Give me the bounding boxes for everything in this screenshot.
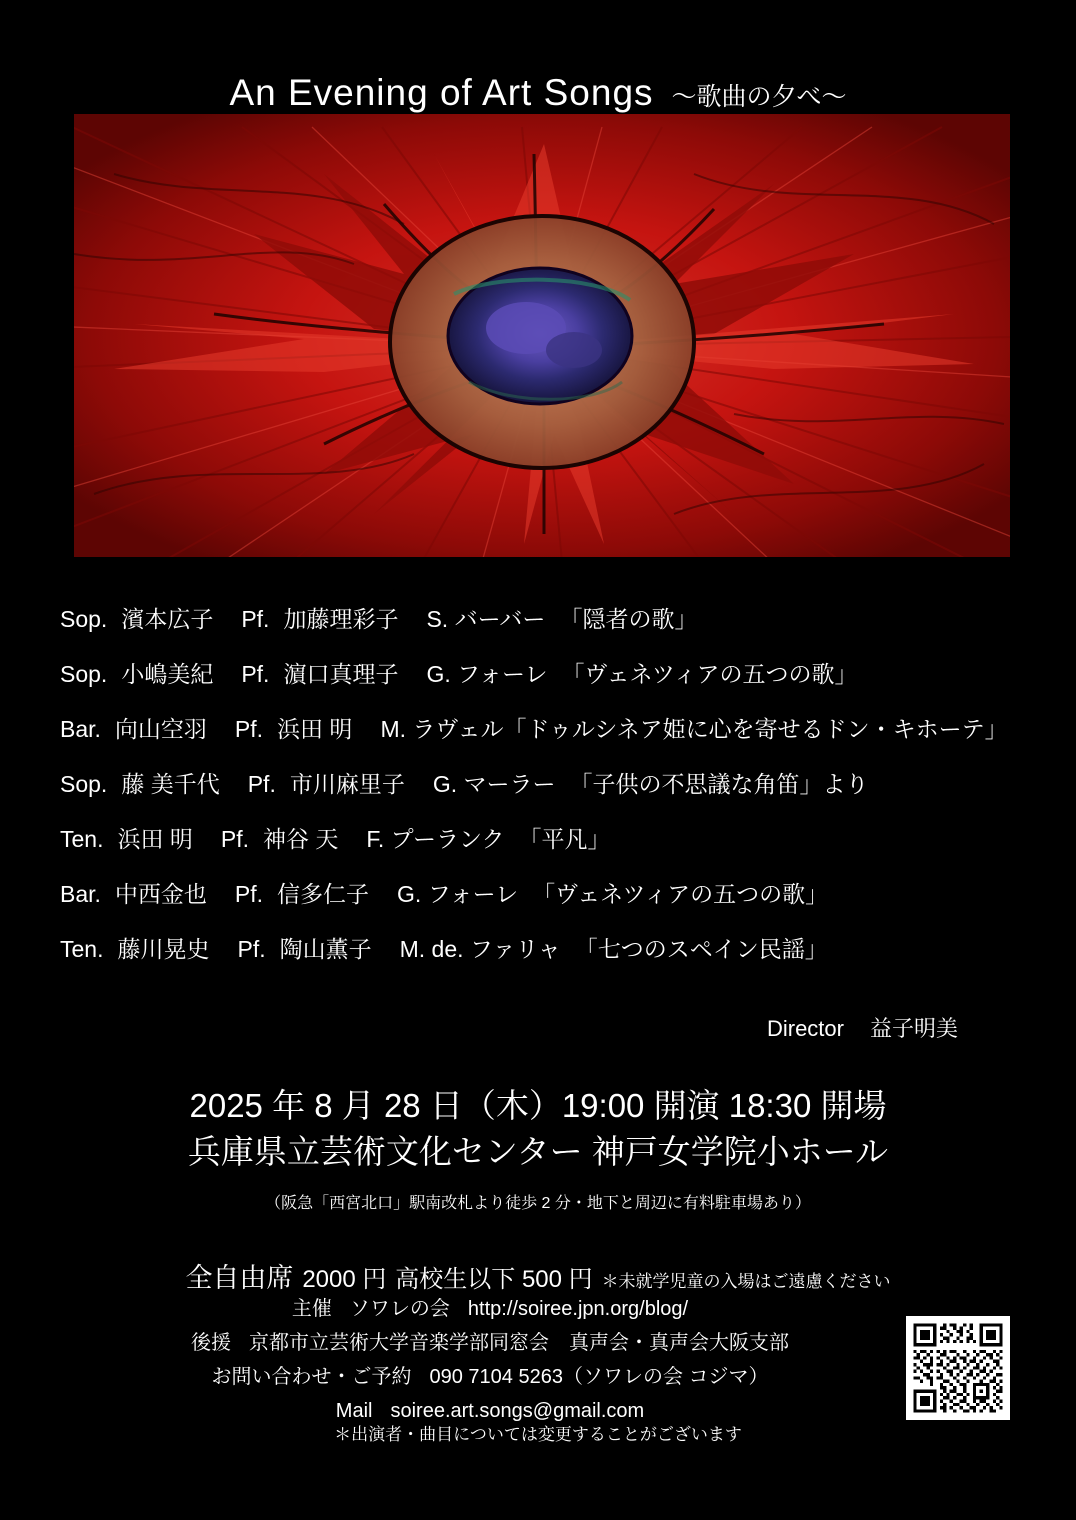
piano-label: Pf. bbox=[237, 936, 266, 962]
piano-label: Pf. bbox=[234, 716, 264, 742]
pianist-name: 市川麻里子 bbox=[289, 771, 405, 797]
program-row bbox=[60, 757, 1050, 812]
organizer-label: 主催 bbox=[291, 1298, 332, 1320]
composer-name: M. ラヴェル bbox=[380, 716, 504, 742]
artwork-image bbox=[74, 114, 1010, 557]
voice-label: Sop. bbox=[60, 661, 108, 687]
singer-name: 藤川晃史 bbox=[117, 936, 210, 962]
composer-name: F. プーランク bbox=[366, 826, 505, 852]
title-main: An Evening of Art Songs bbox=[229, 72, 654, 113]
program-row bbox=[60, 922, 1050, 977]
contact-label: お問い合わせ・ご予約 bbox=[211, 1366, 412, 1388]
voice-label: Ten. bbox=[60, 936, 104, 962]
voice-label: Sop. bbox=[60, 606, 108, 632]
singer-name: 浜田 明 bbox=[117, 826, 193, 852]
program-row bbox=[60, 812, 1050, 867]
singer-name: 中西金也 bbox=[114, 881, 207, 907]
singer-name: 藤 美千代 bbox=[121, 771, 220, 797]
footer-note: ＊出演者・曲目については変更することがございます bbox=[334, 1425, 742, 1444]
program-list bbox=[60, 592, 1050, 977]
ticket-seating: 全自由席 bbox=[185, 1263, 294, 1293]
piano-label: Pf. bbox=[247, 771, 276, 797]
title-subtitle: 〜歌曲の夕べ〜 bbox=[671, 83, 847, 111]
page-title bbox=[0, 72, 1076, 114]
pianist-name: 浜田 明 bbox=[277, 716, 353, 742]
voice-label: Bar. bbox=[60, 881, 101, 907]
organizer-line bbox=[80, 1292, 900, 1326]
pianist-name: 神谷 天 bbox=[263, 826, 339, 852]
singer-name: 小嶋美紀 bbox=[121, 661, 214, 687]
program-row bbox=[60, 702, 1050, 757]
work-title: 「子供の不思議な角笛」より bbox=[569, 771, 869, 797]
ticket-price: 2000 円 bbox=[302, 1266, 387, 1293]
ticket-info bbox=[0, 1256, 1076, 1295]
support-orgs: 京都市立芸術大学音楽学部同窓会 真声会・真声会大阪支部 bbox=[249, 1332, 789, 1354]
singer-name: 濱本広子 bbox=[121, 606, 214, 632]
program-row bbox=[60, 867, 1050, 922]
pianist-name: 信多仁子 bbox=[277, 881, 370, 907]
work-title: 「ヴェネツィアの五つの歌」 bbox=[561, 661, 858, 687]
director-name: 益子明美 bbox=[869, 1016, 958, 1041]
work-title: 「七つのスペイン民謡」 bbox=[574, 936, 828, 962]
composer-name: G. フォーレ bbox=[397, 881, 519, 907]
support-line bbox=[80, 1326, 900, 1360]
piano-label: Pf. bbox=[241, 606, 270, 632]
website-link[interactable]: http://soiree.jpn.org/blog/ bbox=[467, 1298, 689, 1320]
event-access: （阪急「西宮北口」駅南改札より徒歩 2 分・地下と周辺に有料駐車場あり） bbox=[265, 1195, 811, 1212]
composer-name: S. バーバー bbox=[426, 606, 546, 632]
pianist-name: 加藤理彩子 bbox=[283, 606, 399, 632]
composer-name: M. de. ファリャ bbox=[399, 936, 561, 962]
mail-address[interactable]: soiree.art.songs@gmail.com bbox=[390, 1400, 645, 1422]
event-date: 2025 年 8 月 28 日（木）19:00 開演 18:30 開場 bbox=[189, 1087, 887, 1124]
ticket-student-price: 高校生以下 500 円 bbox=[395, 1266, 593, 1293]
piano-label: Pf. bbox=[234, 881, 264, 907]
organizer-name: ソワレの会 bbox=[349, 1298, 450, 1320]
program-row bbox=[60, 592, 1050, 647]
composer-name: G. フォーレ bbox=[426, 661, 548, 687]
ticket-note: ＊未就学児童の入場はご遠慮ください bbox=[601, 1272, 891, 1291]
pianist-name: 陶山薫子 bbox=[279, 936, 372, 962]
singer-name: 向山空羽 bbox=[114, 716, 207, 742]
info-block bbox=[80, 1292, 900, 1428]
program-row bbox=[60, 647, 1050, 702]
work-title: 「平凡」 bbox=[518, 826, 611, 852]
voice-label: Ten. bbox=[60, 826, 104, 852]
director-credit bbox=[767, 1012, 958, 1043]
piano-label: Pf. bbox=[220, 826, 249, 852]
event-venue: 兵庫県立芸術文化センター 神戸女学院小ホール bbox=[187, 1133, 889, 1170]
piano-label: Pf. bbox=[241, 661, 270, 687]
composer-name: G. マーラー bbox=[432, 771, 556, 797]
voice-label: Bar. bbox=[60, 716, 101, 742]
contact-phone[interactable]: 090 7104 5263（ソワレの会 コジマ） bbox=[429, 1366, 769, 1388]
work-title: 「ヴェネツィアの五つの歌」 bbox=[532, 881, 829, 907]
qr-code-icon[interactable] bbox=[906, 1316, 1010, 1420]
voice-label: Sop. bbox=[60, 771, 108, 797]
work-title: 「ドゥルシネア姫に心を寄せるドン・キホーテ」 bbox=[503, 716, 1008, 742]
contact-line bbox=[80, 1360, 900, 1394]
pianist-name: 濵口真理子 bbox=[283, 661, 399, 687]
support-label: 後援 bbox=[191, 1332, 231, 1354]
mail-label: Mail bbox=[335, 1400, 373, 1422]
work-title: 「隠者の歌」 bbox=[559, 606, 698, 632]
director-label: Director bbox=[766, 1016, 844, 1041]
